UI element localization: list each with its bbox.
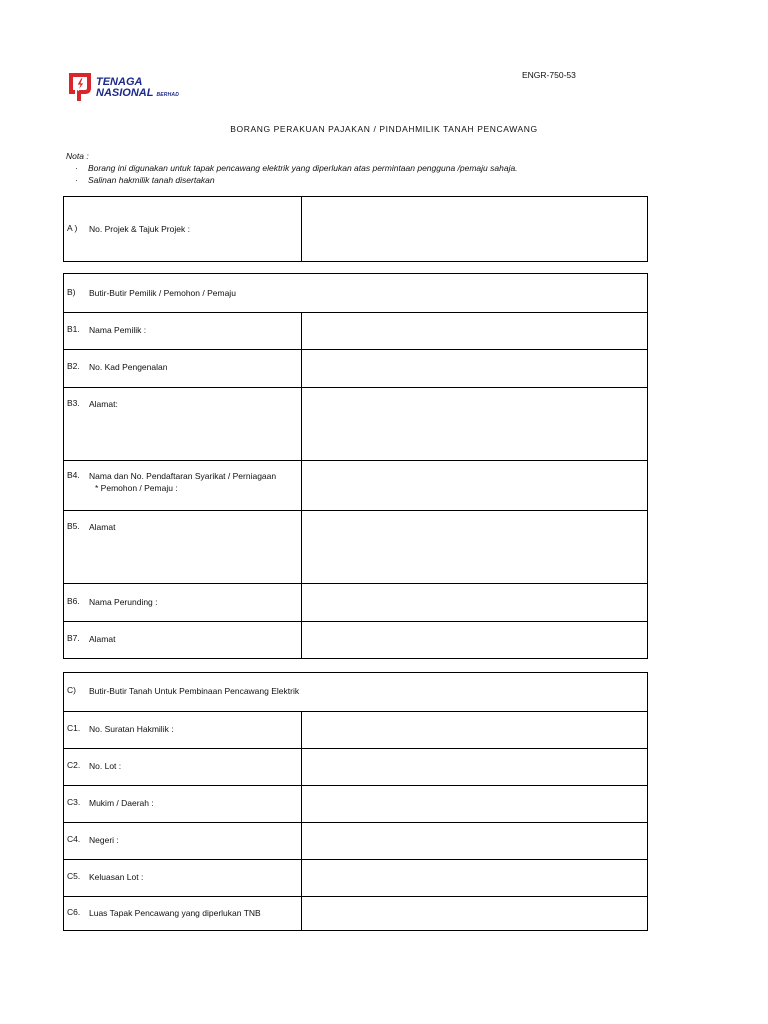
section-heading: Butir-Butir Tanah Untuk Pembinaan Pencawang Elektrik <box>89 686 300 696</box>
table-row <box>64 822 647 859</box>
table-row <box>64 460 647 510</box>
label-cell <box>64 388 302 460</box>
row-code: B4. <box>67 470 80 480</box>
row-label: Nama dan No. Pendaftaran Syarikat / Perniagaan <box>89 471 277 481</box>
consultant-address-field[interactable] <box>302 622 647 658</box>
row-code: C6. <box>67 907 81 917</box>
row-label: Luas Tapak Pencawang yang diperlukan TNB <box>89 908 261 918</box>
label-cell <box>64 823 302 859</box>
company-registration-field[interactable] <box>302 461 647 510</box>
company-logo <box>66 70 186 110</box>
mukim-district-field[interactable] <box>302 786 647 822</box>
table-row <box>64 387 647 460</box>
table-row <box>64 510 647 583</box>
row-code: B3. <box>67 398 80 408</box>
row-label: No. Suratan Hakmilik : <box>89 724 174 734</box>
row-label: Negeri : <box>89 835 119 845</box>
notes-block <box>66 150 518 186</box>
row-label: Alamat <box>89 634 116 644</box>
table-row <box>64 896 647 930</box>
lot-number-field[interactable] <box>302 749 647 785</box>
table-row <box>64 312 647 349</box>
label-cell <box>64 511 302 583</box>
label-cell <box>64 461 302 510</box>
row-label: Nama Pemilik : <box>89 325 147 335</box>
section-code: C) <box>67 685 76 695</box>
section-c <box>63 672 648 931</box>
section-c-heading-cell <box>64 673 647 711</box>
logo-suffix: BERHAD <box>156 92 180 98</box>
section-a-row <box>64 197 647 261</box>
section-a-label-cell <box>64 197 302 261</box>
row-label: Nama Perunding : <box>89 597 158 607</box>
row-code: B1. <box>67 324 80 334</box>
row-code: C4. <box>67 834 81 844</box>
section-heading: Butir-Butir Pemilik / Pemohon / Pemaju <box>89 288 236 298</box>
applicant-address-field[interactable] <box>302 511 647 583</box>
owner-name-field[interactable] <box>302 313 647 349</box>
label-cell <box>64 786 302 822</box>
label-cell <box>64 622 302 658</box>
label-cell <box>64 897 302 930</box>
row-code: B6. <box>67 596 80 606</box>
note-item: · Salinan hakmilik tanah disertakan <box>66 174 518 186</box>
label-cell <box>64 749 302 785</box>
label-cell <box>64 313 302 349</box>
state-field[interactable] <box>302 823 647 859</box>
row-label: Alamat: <box>89 399 118 409</box>
tnb-logo-icon <box>66 70 94 104</box>
logo-line-1: TENAGA <box>96 76 143 88</box>
row-label: Keluasan Lot : <box>89 872 144 882</box>
table-row <box>64 785 647 822</box>
row-code: C2. <box>67 760 81 770</box>
row-label-line-2: * Pemohon / Pemaju : <box>95 483 178 493</box>
row-label: No. Lot : <box>89 761 122 771</box>
row-code: B5. <box>67 521 80 531</box>
logo-wordmark <box>96 77 179 101</box>
label-cell <box>64 584 302 621</box>
table-row <box>64 583 647 621</box>
note-item: · Borang ini digunakan untuk tapak pencawang elektrik yang diperlukan atas permintaan pengguna /pemaju sahaja. <box>66 162 518 174</box>
row-label: No. Kad Pengenalan <box>89 362 168 372</box>
label-cell <box>64 712 302 748</box>
section-b-heading-cell <box>64 274 647 312</box>
form-title: BORANG PERAKUAN PAJAKAN / PINDAHMILIK TANAH PENCAWANG <box>230 124 538 134</box>
row-label: Alamat <box>89 522 116 532</box>
notes-label: Nota : <box>66 151 89 161</box>
ic-number-field[interactable] <box>302 350 647 387</box>
logo-line-2: NASIONAL <box>96 87 154 99</box>
lot-area-field[interactable] <box>302 860 647 896</box>
substation-site-area-field[interactable] <box>302 897 647 930</box>
table-row <box>64 711 647 748</box>
row-code: B7. <box>67 633 80 643</box>
table-row <box>64 859 647 896</box>
label-cell <box>64 350 302 387</box>
row-label: No. Projek & Tajuk Projek : <box>89 224 190 234</box>
row-code: C1. <box>67 723 81 733</box>
row-code: C3. <box>67 797 81 807</box>
table-row <box>64 621 647 658</box>
row-code: C5. <box>67 871 81 881</box>
row-code: A ) <box>67 223 78 233</box>
row-label: Mukim / Daerah : <box>89 798 154 808</box>
document-code: ENGR-750-53 <box>522 70 576 80</box>
section-c-heading-row <box>64 673 647 711</box>
section-code: B) <box>67 287 76 297</box>
consultant-name-field[interactable] <box>302 584 647 621</box>
project-no-title-field[interactable] <box>302 197 647 261</box>
title-deed-number-field[interactable] <box>302 712 647 748</box>
section-b-heading-row <box>64 274 647 312</box>
label-cell <box>64 860 302 896</box>
owner-address-field[interactable] <box>302 388 647 460</box>
section-b <box>63 273 648 659</box>
table-row <box>64 349 647 387</box>
section-a <box>63 196 648 262</box>
row-code: B2. <box>67 361 80 371</box>
table-row <box>64 748 647 785</box>
